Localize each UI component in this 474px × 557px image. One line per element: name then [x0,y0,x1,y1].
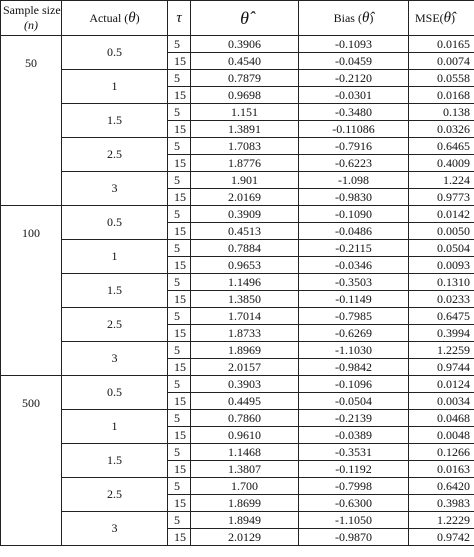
header-bias [299,1,409,36]
table-row [1,376,474,393]
estimate-cell: 1.8699 [191,495,299,512]
header-actual-suffix: ) [135,10,140,25]
estimate-cell: 1.1496 [191,274,299,291]
tau-cell: 15 [168,87,191,104]
estimate-cell: 1.7014 [191,308,299,325]
bias-cell: -0.7998 [299,478,409,495]
tau-cell: 15 [168,223,191,240]
tau-cell: 15 [168,393,191,410]
estimate-cell: 0.3909 [191,206,299,223]
mse-cell: 0.0326 [409,121,474,138]
table-row [1,104,474,121]
bias-cell: -0.1093 [299,36,409,53]
tau-cell: 15 [168,121,191,138]
mse-cell: 0.0163 [409,461,474,478]
bias-cell: -0.7916 [299,138,409,155]
header-row [1,1,474,36]
actual-theta-cell: 3 [62,342,168,376]
tau-cell: 5 [168,172,191,189]
estimate-cell: 0.3906 [191,36,299,53]
mse-cell: 0.3983 [409,495,474,512]
tau-cell: 15 [168,53,191,70]
mse-cell: 1.2229 [409,512,474,529]
tau-cell: 5 [168,478,191,495]
mse-cell: 0.1310 [409,274,474,291]
bias-cell: -0.2115 [299,240,409,257]
mse-cell: 0.0468 [409,410,474,427]
bias-cell: -0.9870 [299,529,409,546]
mse-cell: 1.224 [409,172,474,189]
actual-theta-cell: 2.5 [62,308,168,342]
sample-size-cell: 500 [1,376,62,546]
actual-theta-cell: 0.5 [62,36,168,70]
estimate-cell: 1.1468 [191,444,299,461]
mse-cell: 0.0074 [409,53,474,70]
tau-cell: 15 [168,325,191,342]
mse-cell: 0.0124 [409,376,474,393]
mse-cell: 0.0558 [409,70,474,87]
table-row [1,70,474,87]
header-estimate [191,1,299,36]
table-row [1,444,474,461]
estimate-cell: 1.3891 [191,121,299,138]
mse-cell: 0.0233 [409,291,474,308]
tau-cell: 15 [168,189,191,206]
actual-theta-cell: 2.5 [62,478,168,512]
estimate-cell: 0.7879 [191,70,299,87]
bias-cell: -0.2139 [299,410,409,427]
bias-cell: -0.1149 [299,291,409,308]
table-row [1,478,474,495]
tau-cell: 15 [168,155,191,172]
tau-cell: 5 [168,240,191,257]
header-mse-suffix: ) [451,10,456,25]
actual-theta-cell: 3 [62,512,168,546]
table-row [1,36,474,53]
bias-cell: -0.1192 [299,461,409,478]
bias-cell: -0.0486 [299,223,409,240]
table-row [1,172,474,189]
table-row [1,512,474,529]
header-mse [409,1,474,36]
tau-symbol: τ [176,9,182,26]
bias-cell: -0.3503 [299,274,409,291]
theta-hat-symbol: θ̂ [240,7,249,28]
estimate-cell: 1.151 [191,104,299,121]
theta-symbol: θ [128,9,136,26]
estimate-cell: 1.3807 [191,461,299,478]
estimate-cell: 0.7860 [191,410,299,427]
estimate-cell: 1.7083 [191,138,299,155]
bias-cell: -0.3531 [299,444,409,461]
header-sample-size-line1: Sample size [3,3,61,17]
bias-cell: -0.0346 [299,257,409,274]
bias-cell: -0.9830 [299,189,409,206]
estimate-cell: 0.9698 [191,87,299,104]
bias-cell: -0.1090 [299,206,409,223]
bias-cell: -0.7985 [299,308,409,325]
estimate-cell: 1.8776 [191,155,299,172]
tau-cell: 15 [168,359,191,376]
estimate-cell: 2.0169 [191,189,299,206]
sample-size-cell: 100 [1,206,62,376]
header-sample-size-line2: (n) [24,18,38,32]
tau-cell: 5 [168,70,191,87]
tau-cell: 5 [168,308,191,325]
tau-cell: 5 [168,342,191,359]
estimate-cell: 1.8949 [191,512,299,529]
tau-cell: 5 [168,274,191,291]
actual-theta-cell: 1.5 [62,444,168,478]
bias-cell: -0.0504 [299,393,409,410]
tau-cell: 5 [168,138,191,155]
estimate-cell: 0.7884 [191,240,299,257]
mse-cell: 0.9744 [409,359,474,376]
actual-theta-cell: 1 [62,410,168,444]
table-body [1,36,474,546]
mse-cell: 0.3994 [409,325,474,342]
bias-cell: -0.6269 [299,325,409,342]
mse-cell: 0.1266 [409,444,474,461]
header-sample-size [1,1,62,36]
tau-cell: 15 [168,257,191,274]
mse-cell: 0.6420 [409,478,474,495]
header-tau [168,1,191,36]
mse-cell: 0.0168 [409,87,474,104]
table-row [1,308,474,325]
mse-cell: 0.0504 [409,240,474,257]
actual-theta-cell: 1.5 [62,104,168,138]
tau-cell: 5 [168,512,191,529]
actual-theta-cell: 2.5 [62,138,168,172]
mse-cell: 0.6475 [409,308,474,325]
estimate-cell: 2.0157 [191,359,299,376]
tau-cell: 15 [168,529,191,546]
bias-cell: -1.1050 [299,512,409,529]
bias-cell: -0.2120 [299,70,409,87]
tau-cell: 15 [168,461,191,478]
estimate-cell: 1.700 [191,478,299,495]
table-row [1,206,474,223]
tau-cell: 5 [168,376,191,393]
header-actual [62,1,168,36]
mse-cell: 0.6465 [409,138,474,155]
mse-cell: 0.4009 [409,155,474,172]
estimate-cell: 1.8733 [191,325,299,342]
bias-cell: -1.1030 [299,342,409,359]
estimate-cell: 0.4540 [191,53,299,70]
bias-cell: -0.3480 [299,104,409,121]
bias-cell: -0.0459 [299,53,409,70]
tau-cell: 15 [168,495,191,512]
bias-cell: -0.1096 [299,376,409,393]
mse-cell: 0.0165 [409,36,474,53]
mse-cell: 0.0093 [409,257,474,274]
actual-theta-cell: 3 [62,172,168,206]
header-mse-prefix: MSE( [415,10,444,25]
estimate-cell: 0.9653 [191,257,299,274]
tau-cell: 5 [168,36,191,53]
tau-cell: 15 [168,291,191,308]
mse-cell: 1.2259 [409,342,474,359]
header-bias-suffix: ) [369,10,374,25]
estimate-cell: 0.4495 [191,393,299,410]
bias-cell: -0.6300 [299,495,409,512]
tau-cell: 5 [168,410,191,427]
table-row [1,274,474,291]
mse-theta-hat-symbol: θ̂ [443,9,452,26]
mse-cell: 0.0048 [409,427,474,444]
tau-cell: 15 [168,427,191,444]
bias-cell: -0.0301 [299,87,409,104]
actual-theta-cell: 0.5 [62,206,168,240]
tau-cell: 5 [168,104,191,121]
tau-cell: 5 [168,206,191,223]
estimate-cell: 2.0129 [191,529,299,546]
actual-theta-cell: 1.5 [62,274,168,308]
bias-cell: -0.11086 [299,121,409,138]
actual-theta-cell: 1 [62,240,168,274]
actual-theta-cell: 1 [62,70,168,104]
header-actual-prefix: Actual ( [89,10,129,25]
mse-cell: 0.0034 [409,393,474,410]
table-row [1,410,474,427]
bias-cell: -1.098 [299,172,409,189]
table-row [1,342,474,359]
bias-cell: -0.0389 [299,427,409,444]
mse-cell: 0.0142 [409,206,474,223]
estimate-cell: 1.901 [191,172,299,189]
estimate-cell: 0.3903 [191,376,299,393]
estimate-cell: 1.3850 [191,291,299,308]
estimate-cell: 0.4513 [191,223,299,240]
mse-cell: 0.9773 [409,189,474,206]
table-row [1,240,474,257]
mse-cell: 0.138 [409,104,474,121]
bias-theta-hat-symbol: θ̂ [361,9,370,26]
header-bias-prefix: Bias ( [333,10,362,25]
tau-cell: 5 [168,444,191,461]
mse-cell: 0.9742 [409,529,474,546]
bias-cell: -0.6223 [299,155,409,172]
sample-size-cell: 50 [1,36,62,206]
bias-cell: -0.9842 [299,359,409,376]
estimate-cell: 1.8969 [191,342,299,359]
table-row [1,138,474,155]
mse-cell: 0.0050 [409,223,474,240]
actual-theta-cell: 0.5 [62,376,168,410]
estimate-cell: 0.9610 [191,427,299,444]
